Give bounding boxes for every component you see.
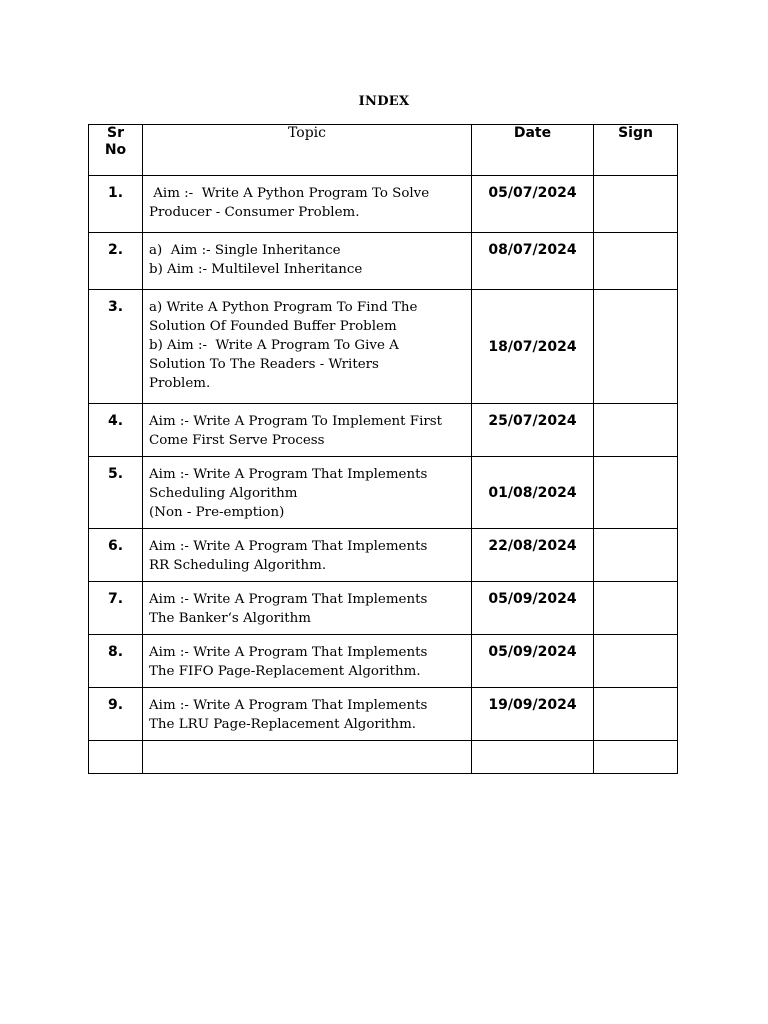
topic-line: The LRU Page-Replacement Algorithm. <box>149 717 417 732</box>
topic-line: Aim :- Write A Program That Implements <box>149 592 428 607</box>
empty-cell <box>472 741 594 774</box>
topic-line: Solution To The Readers - Writers <box>149 357 379 372</box>
row-date: 01/08/2024 <box>472 457 594 529</box>
topic-line: Problem. <box>149 376 211 391</box>
topic-line: Come First Serve Process <box>149 433 325 448</box>
row-date: 19/09/2024 <box>472 688 594 741</box>
row-date: 05/07/2024 <box>472 176 594 233</box>
row-date: 18/07/2024 <box>472 290 594 404</box>
topic-line: Aim :- Write A Program That Implements <box>149 539 428 554</box>
row-sign <box>594 233 678 290</box>
index-table <box>88 124 678 774</box>
row-topic <box>143 529 472 582</box>
row-sign <box>594 457 678 529</box>
row-topic <box>143 233 472 290</box>
table-row <box>89 529 678 582</box>
row-topic <box>143 404 472 457</box>
table-row-empty <box>89 741 678 774</box>
table-row <box>89 404 678 457</box>
topic-line: Aim :- Write A Program That Implements <box>149 645 428 660</box>
row-sr: 2. <box>89 233 143 290</box>
table-row <box>89 290 678 404</box>
row-sr: 4. <box>89 404 143 457</box>
row-sr: 1. <box>89 176 143 233</box>
header-date: Date <box>472 125 594 176</box>
row-sign <box>594 582 678 635</box>
table-row <box>89 457 678 529</box>
row-sign <box>594 404 678 457</box>
row-topic <box>143 688 472 741</box>
topic-line: (Non - Pre-emption) <box>149 505 285 520</box>
row-sr: 7. <box>89 582 143 635</box>
header-sign: Sign <box>594 125 678 176</box>
row-sign <box>594 529 678 582</box>
topic-line: RR Scheduling Algorithm. <box>149 558 327 573</box>
topic-line: Aim :- Write A Python Program To Solve <box>149 186 430 201</box>
row-date: 22/08/2024 <box>472 529 594 582</box>
topic-line: The FIFO Page-Replacement Algorithm. <box>149 664 421 679</box>
row-topic <box>143 582 472 635</box>
topic-line: Aim :- Write A Program To Implement First <box>149 414 443 429</box>
row-sign <box>594 688 678 741</box>
row-sr: 8. <box>89 635 143 688</box>
empty-cell <box>594 741 678 774</box>
row-topic <box>143 290 472 404</box>
table-row <box>89 233 678 290</box>
row-sign <box>594 290 678 404</box>
topic-line: Scheduling Algorithm <box>149 486 298 501</box>
topic-line: Aim :- Write A Program That Implements <box>149 467 428 482</box>
topic-line: a) Write A Python Program To Find The <box>149 300 418 315</box>
topic-line: a) Aim :- Single Inheritance <box>149 243 341 258</box>
topic-line: Producer - Consumer Problem. <box>149 205 360 220</box>
row-date: 25/07/2024 <box>472 404 594 457</box>
row-topic <box>143 176 472 233</box>
row-topic <box>143 635 472 688</box>
row-sr: 3. <box>89 290 143 404</box>
header-topic: Topic <box>143 125 472 176</box>
table-row <box>89 635 678 688</box>
topic-line: Solution Of Founded Buffer Problem <box>149 319 397 334</box>
row-date: 05/09/2024 <box>472 635 594 688</box>
header-sr-no <box>89 125 143 176</box>
page-title: INDEX <box>358 94 410 109</box>
topic-line: b) Aim :- Multilevel Inheritance <box>149 262 363 277</box>
table-header-row <box>89 125 678 176</box>
row-sr: 9. <box>89 688 143 741</box>
row-sign <box>594 635 678 688</box>
table-row <box>89 688 678 741</box>
header-sr-line1: Sr <box>107 125 124 141</box>
row-topic <box>143 457 472 529</box>
topic-line: The Banker‘s Algorithm <box>149 611 311 626</box>
empty-cell <box>143 741 472 774</box>
table-row <box>89 582 678 635</box>
row-sr: 5. <box>89 457 143 529</box>
table-row <box>89 176 678 233</box>
header-sr-line2: No <box>104 142 127 158</box>
row-sign <box>594 176 678 233</box>
row-sr: 6. <box>89 529 143 582</box>
row-date: 05/09/2024 <box>472 582 594 635</box>
topic-line: b) Aim :- Write A Program To Give A <box>149 338 399 353</box>
empty-cell <box>89 741 143 774</box>
topic-line: Aim :- Write A Program That Implements <box>149 698 428 713</box>
row-date: 08/07/2024 <box>472 233 594 290</box>
